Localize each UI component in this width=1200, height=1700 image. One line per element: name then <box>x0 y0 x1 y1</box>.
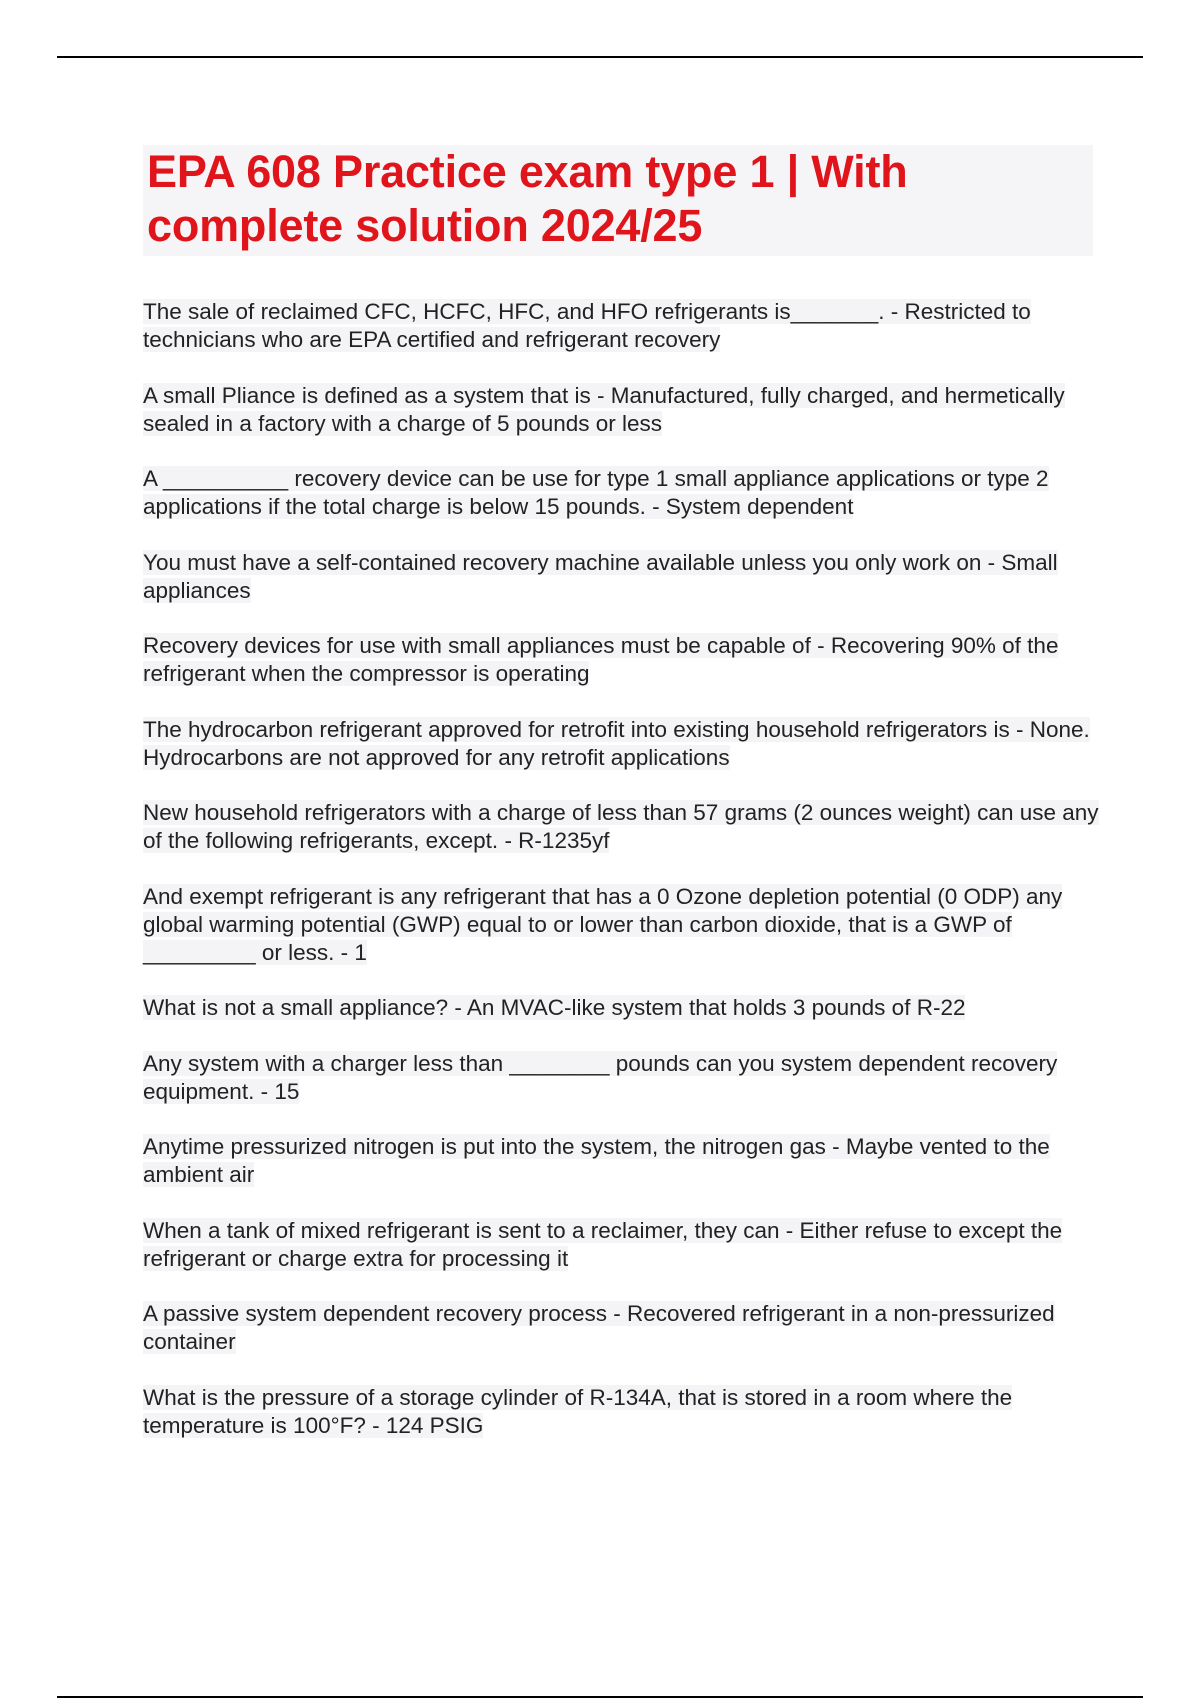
top-rule <box>57 56 1143 58</box>
qa-text: When a tank of mixed refrigerant is sent to a reclaimer, they can - Either refuse to except the refrigerant or charge extra for processing it <box>143 1217 1063 1271</box>
qa-text: A __________ recovery device can be use for type 1 small appliance applications or type 2 applications if the total charge is below 15 pounds. - System dependent <box>143 466 1049 519</box>
bottom-rule <box>57 1696 1143 1698</box>
qa-item <box>143 883 1103 967</box>
qa-item <box>143 382 1103 438</box>
title-block <box>143 145 1093 256</box>
qa-text: And exempt refrigerant is any refrigerant that has a 0 Ozone depletion potential (0 ODP) any global warming potential (GWP) equal to or lower than carbon dioxide, that is a GWP of _________ or less. - 1 <box>143 883 1063 965</box>
qa-item <box>143 298 1103 354</box>
qa-text: You must have a self-contained recovery machine available unless you only work on - Small appliances <box>143 549 1058 603</box>
qa-text: A small Pliance is defined as a system that is - Manufactured, fully charged, and hermetically sealed in a factory with a charge of 5 pounds or less <box>143 382 1065 436</box>
qa-item <box>143 799 1103 855</box>
qa-text: New household refrigerators with a charge of less than 57 grams (2 ounces weight) can use any of the following refrigerants, except. - R-1235yf <box>143 800 1099 853</box>
qa-text: The hydrocarbon refrigerant approved for retrofit into existing household refrigerators is - None. Hydrocarbons are not approved for any retrofit applications <box>143 716 1090 770</box>
qa-text: Any system with a charger less than ________ pounds can you system dependent recovery equipment. - 15 <box>143 1050 1058 1104</box>
qa-item <box>143 549 1103 605</box>
qa-item <box>143 1300 1103 1356</box>
qa-text: The sale of reclaimed CFC, HCFC, HFC, and HFO refrigerants is_______. - Restricted to technicians who are EPA certified and refrigerant recovery <box>143 299 1031 352</box>
qa-item <box>143 1384 1103 1440</box>
qa-item <box>143 716 1103 772</box>
qa-text: What is not a small appliance? - An MVAC-like system that holds 3 pounds of R-22 <box>143 995 966 1020</box>
qa-item <box>143 465 1103 521</box>
qa-item <box>143 632 1103 688</box>
document-title: EPA 608 Practice exam type 1 | With complete solution 2024/25 <box>147 146 908 251</box>
qa-text: What is the pressure of a storage cylinder of R-134A, that is stored in a room where the temperature is 100°F? - 124 PSIG <box>143 1384 1013 1438</box>
qa-item <box>143 994 1103 1022</box>
qa-text: Recovery devices for use with small appliances must be capable of - Recovering 90% of the refrigerant when the compressor is operating <box>143 633 1059 686</box>
qa-text: Anytime pressurized nitrogen is put into the system, the nitrogen gas - Maybe vented to the ambient air <box>143 1134 1050 1187</box>
qa-list <box>143 298 1103 1467</box>
qa-text: A passive system dependent recovery process - Recovered refrigerant in a non-pressurized container <box>143 1301 1055 1354</box>
qa-item <box>143 1217 1103 1273</box>
qa-item <box>143 1133 1103 1189</box>
qa-item <box>143 1050 1103 1106</box>
